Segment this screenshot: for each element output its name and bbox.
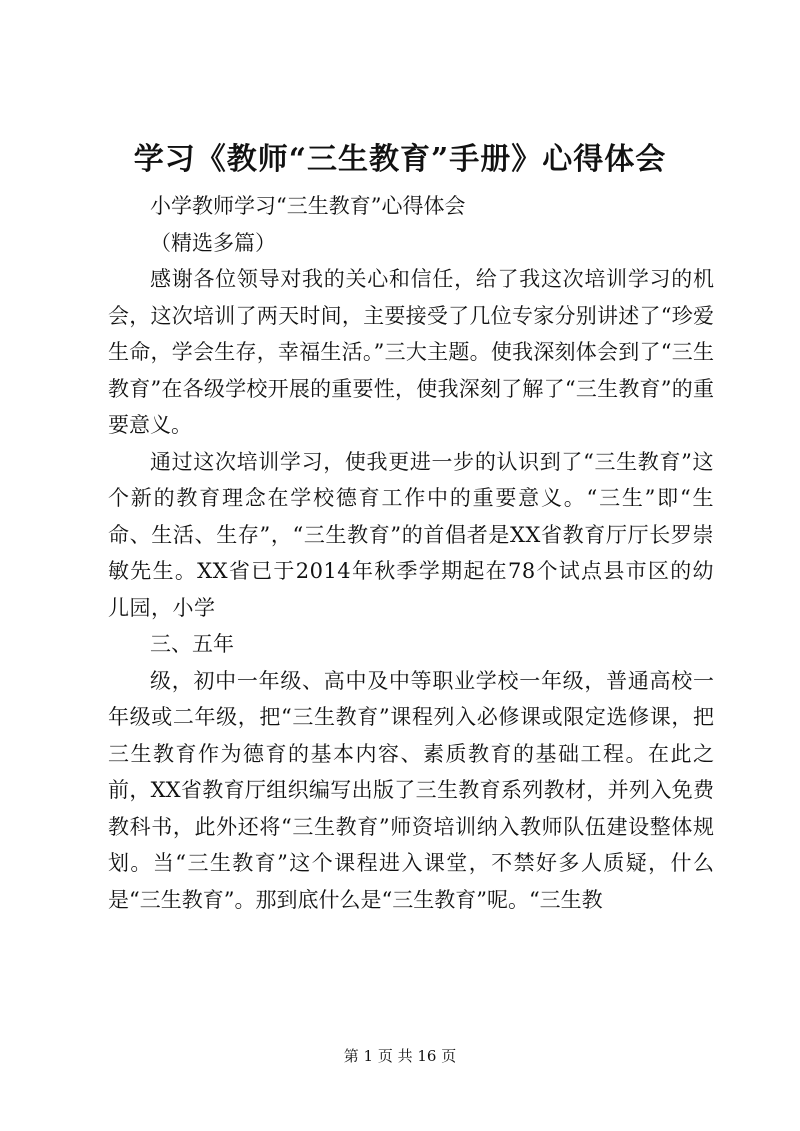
body-paragraph-4: 级，初中一年级、高中及中等职业学校一年级，普通高校一年级或二年级，把“三生教育”课程列入必修课或限定选修课，把三生教育作为德育的基本内容、素质教育的基础工程。在此之前，XX省教育厅组织编写出版了三生教育系列教材，并列入免费教科书，此外还将“三生教育”师资培训纳入教师队伍建设整体规划。当“三生教育”这个课程进入课堂，不禁好多人质疑，什么是“三生教育”。那到底什么是“三生教育”呢。“三生教 [108, 668, 714, 912]
body-paragraph-3: 三、五年 [150, 632, 234, 656]
selection-note-paragraph: （精选多篇） [150, 230, 276, 255]
body-paragraph-2: 通过这次培训学习，使我更进一步的认识到了“三生教育”这个新的教育理念在学校德育工作中的重要意义。“三生”即“生命、生活、生存”，“三生教育”的首倡者是XX省教育厅厅长罗崇敏先生。XX省已于2014年秋季学期起在78个试点县市区的幼儿园，小学 [108, 449, 714, 620]
page-number-footer: 第 1 页 共 16 页 [343, 1047, 457, 1065]
document-title: 学习《教师“三生教育”手册》心得体会 [133, 142, 667, 177]
body-paragraph-1: 感谢各位领导对我的关心和信任，给了我这次培训学习的机会，这次培训了两天时间，主要接受了几位专家分别讲述了“珍爱生命，学会生存，幸福生活。”三大主题。使我深刻体会到了“三生教育”在各级学校开展的重要性，使我深刻了解了“三生教育”的重要意义。 [108, 267, 714, 437]
document-body [108, 188, 714, 918]
subtitle-paragraph: 小学教师学习“三生教育”心得体会 [150, 194, 466, 218]
